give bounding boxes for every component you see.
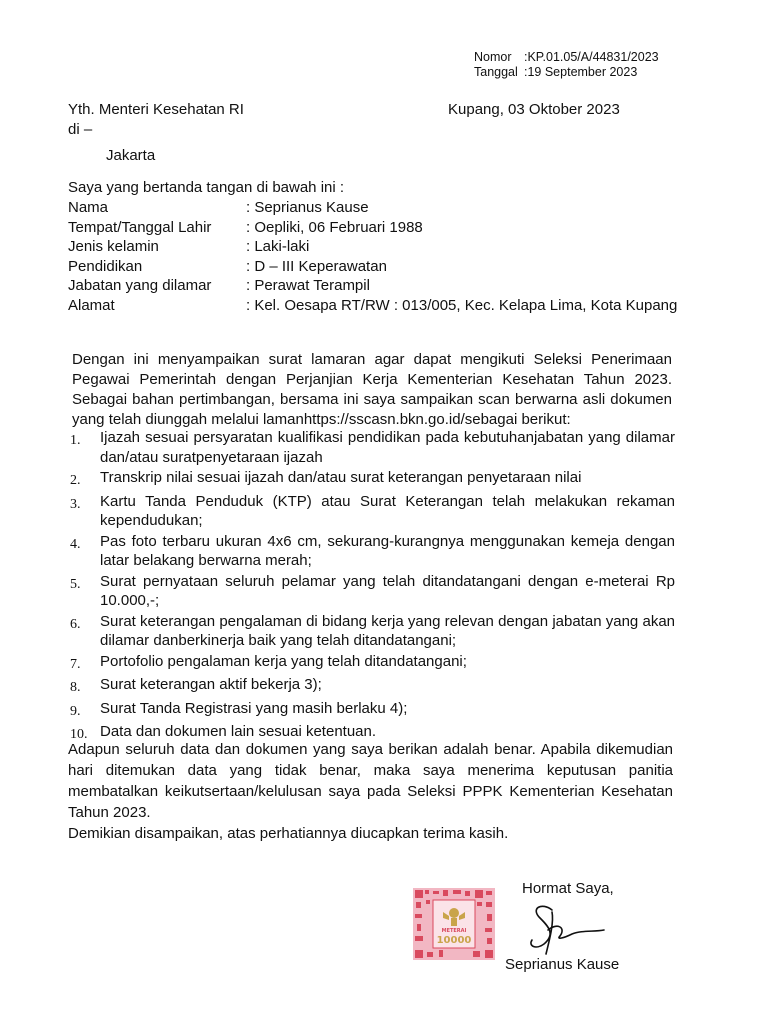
list-item <box>70 492 675 531</box>
identity-table <box>68 198 678 315</box>
closing-block <box>68 739 673 844</box>
reference-date-label: Tanggal <box>474 65 518 79</box>
signature-greeting: Hormat Saya, <box>522 880 614 897</box>
list-item <box>70 675 675 698</box>
list-item <box>70 652 675 675</box>
identity-label: Jenis kelamin <box>68 238 159 255</box>
closing-paragraph: Adapun seluruh data dan dokumen yang saya berikan adalah benar. Apabila dikemudian hari ditemukan data yang tidak benar, maka saya menerima keputusan panitia membatalkan keikutsertaan/kelulusan saya pada Seleksi PPPK Kementerian Kesehatan Tahun 2023. <box>68 741 673 821</box>
list-item-text: Surat keterangan aktif bekerja 3); <box>100 676 322 693</box>
handwritten-signature-icon <box>512 892 612 962</box>
identity-row <box>68 237 678 257</box>
identity-label: Alamat <box>68 296 115 314</box>
identity-row <box>68 276 678 296</box>
list-item <box>70 612 675 651</box>
list-item <box>70 532 675 571</box>
identity-value: : Perawat Terampil <box>246 277 370 294</box>
identity-row <box>68 296 678 316</box>
list-item-text: Transkrip nilai sesuai ijazah dan/atau surat keterangan penyetaraan nilai <box>100 469 582 486</box>
stamp-label: METERAI <box>441 928 467 934</box>
list-item-text: Surat pernyataan seluruh pelamar yang telah ditandatangani dengan e-meterai Rp 10.000,-; <box>100 572 675 609</box>
list-item-number: 7. <box>70 656 81 672</box>
reference-number-label: Nomor <box>474 50 512 64</box>
intro-line: Saya yang bertanda tangan di bawah ini : <box>68 179 345 196</box>
meterai-stamp-icon <box>413 888 495 960</box>
list-item-number: 4. <box>70 536 81 552</box>
reference-date-value: :19 September 2023 <box>524 65 638 79</box>
list-item-text: Portofolio pengalaman kerja yang telah ditandatangani; <box>100 652 467 670</box>
list-item-number: 10. <box>70 727 88 742</box>
identity-value: : Seprianus Kause <box>246 199 369 216</box>
list-item-text: Data dan dokumen lain sesuai ketentuan. <box>100 723 377 740</box>
list-item-number: 5. <box>70 576 81 592</box>
list-item-number: 9. <box>70 703 81 719</box>
recipient-line-1: Yth. Menteri Kesehatan RI <box>68 101 244 118</box>
identity-value: : Oepliki, 06 Februari 1988 <box>246 218 423 236</box>
identity-row <box>68 198 678 218</box>
list-item-text: Surat keterangan pengalaman di bidang kerja yang relevan dengan jabatan yang akan dilamar danberkinerja baik yang telah ditandatangani; <box>100 612 675 649</box>
identity-value: : Kel. Oesapa RT/RW : 013/005, Kec. Kelapa Lima, Kota Kupang <box>246 296 678 314</box>
reference-number-value: :KP.01.05/A/44831/2023 <box>524 50 659 64</box>
recipient-city: Jakarta <box>106 147 156 164</box>
identity-label: Tempat/Tanggal Lahir <box>68 218 212 236</box>
recipient-line-2: di – <box>68 121 93 138</box>
recipient-block <box>68 100 244 166</box>
list-item <box>70 468 675 491</box>
list-item <box>70 428 675 467</box>
list-item-number: 2. <box>70 473 81 488</box>
list-item-number: 6. <box>70 616 81 632</box>
reference-date <box>474 65 659 80</box>
list-item-text: Surat Tanda Registrasi yang masih berlaku 4); <box>100 699 408 717</box>
identity-row <box>68 257 678 277</box>
identity-label: Nama <box>68 199 109 216</box>
list-item <box>70 572 675 611</box>
reference-number <box>474 50 659 65</box>
place-date: Kupang, 03 Oktober 2023 <box>448 101 620 118</box>
list-item-number: 1. <box>70 433 81 448</box>
identity-value: : Laki-laki <box>246 238 310 255</box>
identity-row <box>68 218 678 238</box>
body-paragraph: Dengan ini menyampaikan surat lamaran agar dapat mengikuti Seleksi Penerimaan Pegawai Pemerintah dengan Perjanjian Kerja Kementerian Kesehatan Tahun 2023. Sebagai bahan pertimbangan, bersama ini saya sampaikan scan berwarna asli dokumen yang telah diunggah melalui lamanhttps://sscasn.bkn.go.id/sebagai berikut: <box>72 351 672 428</box>
identity-value: : D – III Keperawatan <box>246 257 387 275</box>
document-list <box>70 428 675 745</box>
list-item-text: Pas foto terbaru ukuran 4x6 cm, sekurang-kurangnya menggunakan kemeja dengan latar belakang berwarna merah; <box>100 532 675 569</box>
list-item-number: 8. <box>70 680 81 695</box>
reference-block <box>474 50 659 80</box>
identity-label: Pendidikan <box>68 257 143 275</box>
signer-name: Seprianus Kause <box>505 956 620 973</box>
list-item <box>70 699 675 722</box>
stamp-amount: 10000 <box>436 935 472 946</box>
list-item-number: 3. <box>70 496 81 512</box>
closing-line: Demikian disampaikan, atas perhatiannya diucapkan terima kasih. <box>68 825 509 842</box>
list-item-text: Ijazah sesuai persyaratan kualifikasi pendidikan pada kebutuhanjabatan yang dilamar dan/atau suratpenyetaraan ijazah <box>100 429 675 466</box>
list-item-text: Kartu Tanda Penduduk (KTP) atau Surat Keterangan telah melakukan rekaman kependudukan; <box>100 492 675 529</box>
identity-label: Jabatan yang dilamar <box>68 277 212 294</box>
